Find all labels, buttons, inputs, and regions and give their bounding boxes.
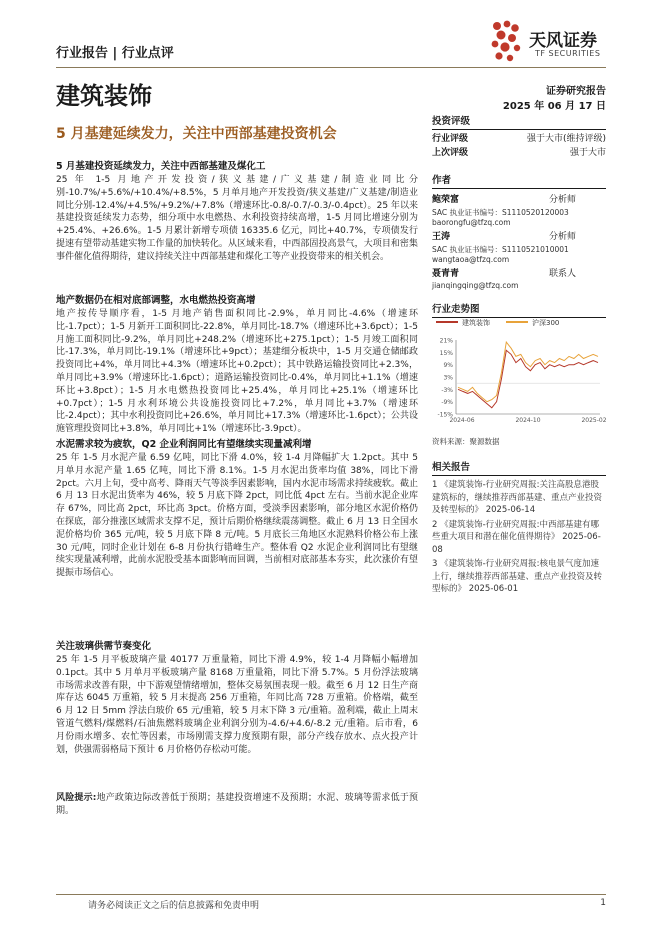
page-number: 1 bbox=[600, 898, 606, 908]
rating-divider bbox=[432, 129, 606, 130]
y-tick-label: -15% bbox=[437, 411, 453, 419]
risk-text bbox=[56, 792, 418, 818]
authors-heading: 作者 bbox=[432, 175, 452, 186]
authors-divider bbox=[432, 188, 606, 189]
y-tick-label: -3% bbox=[441, 386, 453, 394]
author-role: 联系人 bbox=[548, 269, 576, 279]
footer-disclaimer: 请务必阅读正文之后的信息披露和免责申明 bbox=[88, 901, 260, 911]
rating-heading: 投资评级 bbox=[432, 116, 471, 127]
industry-rating-value: 强于大市(维持评级) bbox=[526, 134, 606, 144]
related-divider bbox=[432, 475, 606, 476]
industry-rating-label: 行业评级 bbox=[432, 134, 469, 144]
logo-text-en: TF SECURITIES bbox=[535, 49, 601, 58]
related-report-link[interactable]: 1 《建筑装饰-行业研究周报:关注高股息港股建筑标的，继续推荐西部基建、重点产业投资及转型标的》 2025-06-14 bbox=[432, 480, 603, 515]
author-entry bbox=[432, 230, 606, 264]
author-name: 聂青青 bbox=[432, 269, 460, 279]
risk-body: 地产政策边际改善低于预期；基建投资增速不及预期；水泥、玻璃等需求低于预期。 bbox=[56, 793, 418, 816]
legend-label: 沪深300 bbox=[532, 319, 560, 327]
section-real-estate bbox=[56, 294, 418, 436]
author-name: 王涛 bbox=[432, 232, 451, 242]
tf-logo-icon bbox=[487, 18, 525, 64]
author-email[interactable]: baorongfu@tfzq.com bbox=[432, 218, 511, 227]
report-category: 行业报告 | 行业点评 bbox=[56, 46, 174, 61]
trend-heading: 行业走势图 bbox=[432, 304, 480, 315]
section-body: 25 年 1-5 月地产开发投资/狭义基建/广义基建/制造业同比分别-10.7%/+5.6%/+10.4%/+8.5%，5 月单月地产开发投资/狭义基建/广义基建/制造业同比分别-12.4%/+4.5%/+9.2%/+7.8%（增速环比-0.8/-0.7/-0.3/-0.4pct）。25 年以来基建投资延续发力态势，细分项中水电燃热、水利投资持续高增，1-5 月同比增速分别为+25.4%、+26.6%。1-5 月累计新增专项债 16335.6 亿元，同比+40.7%，专项债发行提速有望带动基建实物工作量的加快转化。从区域来看，中西部固投高景气，大项目和密集事件催化值得期待，建议持续关注中西部基建和煤化工等产业投资带来的相关机会。 bbox=[56, 175, 418, 262]
section-title: 关注玻璃供需节奏变化 bbox=[56, 641, 152, 652]
section-body: 25 年 1-5 月水泥产量 6.59 亿吨，同比下滑 4.0%，较 1-4 月降幅扩大 1.2pct。其中 5 月单月水泥产量 1.65 亿吨，同比下滑 8.1%。1-5 月水泥出货率均值 38%，同比下滑 2pct。六月上旬，受中高考、降雨天气等淡季因素影响，国内水泥市场需求持续疲软。截止 6 月 13 日水泥出货率为 46%，较 5 月底下降 2pct，同比低 4pct 左右。当前水泥企业库存 67%，同比高 2pct，环比高 3pct。价格方面，受淡季因素影响，部分地区水泥价格仍在探底，部分推涨区域需求支撑不足，预计后期价格继续震荡调整。截止 6 月 13 日全国水泥价格均价 365 元/吨，较 5 月底下降 8 元/吨。5 月底长三角地区水泥熟料价格公布上涨 30 元/吨，同时企业计划在 6-8 月份执行错峰生产。整体看 Q2 水泥企业利润同比有望继续实现量减利增，此前水泥股受基本面影响而回调，当前相对底部基本夯实，此次涨价有望提振市场信心。 bbox=[56, 453, 418, 579]
report-headline: 5 月基建延续发力，关注中西部基建投资机会 bbox=[56, 126, 337, 142]
trend-chart bbox=[432, 314, 606, 426]
author-name: 鲍荣富 bbox=[432, 195, 460, 205]
author-entry bbox=[432, 193, 606, 227]
legend-label: 建筑装饰 bbox=[462, 319, 490, 327]
risk-title: 风险提示: bbox=[56, 793, 97, 803]
section-risk bbox=[56, 792, 418, 818]
related-report-link[interactable]: 2 《建筑装饰-行业研究周报:中西部基建有哪些重大项目和潜在催化值得期待》 2025-06-08 bbox=[432, 519, 601, 555]
section-title: 地产数据仍在相对底部调整，水电燃热投资高增 bbox=[56, 295, 256, 306]
section-title: 5 月基建投资延续发力，关注中西部基建及煤化工 bbox=[56, 161, 266, 172]
series-line bbox=[458, 350, 598, 408]
company-logo bbox=[487, 18, 607, 64]
author-cert: SAC 执业证书编号：S1110521010001 bbox=[432, 245, 569, 254]
section-title: 水泥需求较为疲软，Q2 企业利润同比有望继续实现量减利增 bbox=[56, 439, 312, 450]
related-panel bbox=[432, 459, 606, 596]
y-tick-label: 9% bbox=[443, 362, 453, 370]
section-infrastructure bbox=[56, 160, 418, 264]
trend-chart-svg bbox=[432, 314, 606, 426]
report-type: 证券研究报告 bbox=[546, 86, 606, 97]
author-role: 分析师 bbox=[548, 232, 576, 242]
author-email[interactable]: jianqingqing@tfzq.com bbox=[432, 281, 519, 290]
related-heading: 相关报告 bbox=[432, 462, 471, 473]
x-tick-label: 2024-10 bbox=[515, 417, 541, 424]
prev-rating-row bbox=[432, 146, 606, 160]
industry-rating-row bbox=[432, 132, 606, 146]
section-body: 25 年 1-5 月平板玻璃产量 40177 万重量箱，同比下滑 4.9%，较 1-4 月降幅小幅增加 0.1pct。其中 5 月单月平板玻璃产量 8168 万重量箱，同比下滑 5.7%。5 月份浮法玻璃市场需求改善有限，中下游观望情绪增加，整体交易氛围表现一般。截至 6 月 12 日生产商库存达 6045 万重箱，较 5 月末提高 256 万重箱，年同比高 728 万重箱。价格端，截至 6 月 12 日 5mm 浮法白玻价 65 元/重箱，较 5 月末下降 3 元/重箱。盈利端，截止上周末管道气燃料/煤燃料/石油焦燃料玻璃企业利润分别为-4.6/+4.6/-8.2 元/重箱。后市看，6 月份雨水增多、农忙等因素，市场刚需支撑力度预期有限，部分产线存放水、点火投产计划，供强需弱格局下预计 6 月价格仍存松动可能。 bbox=[56, 655, 418, 755]
prev-rating-value: 强于大市 bbox=[569, 148, 606, 158]
y-tick-label: 3% bbox=[443, 374, 453, 382]
header-divider bbox=[56, 67, 606, 68]
authors-panel bbox=[432, 172, 606, 290]
y-tick-label: 15% bbox=[439, 349, 453, 357]
y-tick-label: 21% bbox=[439, 337, 453, 345]
prev-rating-label: 上次评级 bbox=[432, 148, 469, 158]
section-cement bbox=[56, 438, 418, 580]
section-glass bbox=[56, 640, 418, 756]
related-report-link[interactable]: 3 《建筑装饰-行业研究周报:核电景气度加速上行，继续推荐西部基建、重点产业投资及转型标的》 2025-06-01 bbox=[432, 559, 603, 594]
footer-divider bbox=[56, 894, 606, 895]
rating-panel bbox=[432, 113, 606, 160]
series-line bbox=[458, 342, 598, 402]
sector-title: 建筑装饰 bbox=[56, 82, 152, 110]
y-tick-label: -9% bbox=[441, 399, 453, 407]
logo-text-cn: 天风证券 bbox=[529, 31, 597, 51]
chart-source: 资料来源：聚源数据 bbox=[432, 437, 500, 446]
author-role: 分析师 bbox=[548, 195, 576, 205]
author-entry bbox=[432, 267, 606, 290]
author-cert: SAC 执业证书编号：S1110520120003 bbox=[432, 208, 569, 217]
report-date: 2025 年 06 月 17 日 bbox=[502, 101, 606, 112]
x-tick-label: 2025-02 bbox=[581, 417, 606, 424]
author-email[interactable]: wangtaoa@tfzq.com bbox=[432, 255, 510, 264]
section-body: 地产按传导顺序看，1-5 月地产销售面积同比-2.9%，单月同比-4.6%（增速环比-1.7pct）；1-5 月新开工面积同比-22.8%，单月同比-18.7%（增速环比+3.6pct）；1-5 月施工面积同比-9.2%，单月同比+248.2%（增速环比+275.1pct）；1-5 月竣工面积同比-17.3%，单月同比-19.1%（增速环比+9pct）；基建细分板块中，1-5 月交通仓储邮政投资同比+4%，单月同比+4.3%（增速环比+0.2pct）；其中铁路运输投资同比+2.3%，单月同比+3.9%（增速环比-1.6pct）；道路运输投资同比-0.4%，单月同比+1.1%（增速环比+3.8pct）；1-5 月水电燃热投资同比+25.4%，单月同比+25.1%（增速环比+0.7pct）；1-5 月水利环境公共设施投资同比+7.2%，单月同比+3.7%（增速环比-2.4pct）；其中水利投资同比+26.6%，单月同比+17.3%（增速环比-1.6pct）；公共设施管理投资同比+3.8%，单月同比+1%（增速环比-3.9pct）。 bbox=[56, 309, 418, 435]
x-tick-label: 2024-06 bbox=[449, 417, 475, 424]
